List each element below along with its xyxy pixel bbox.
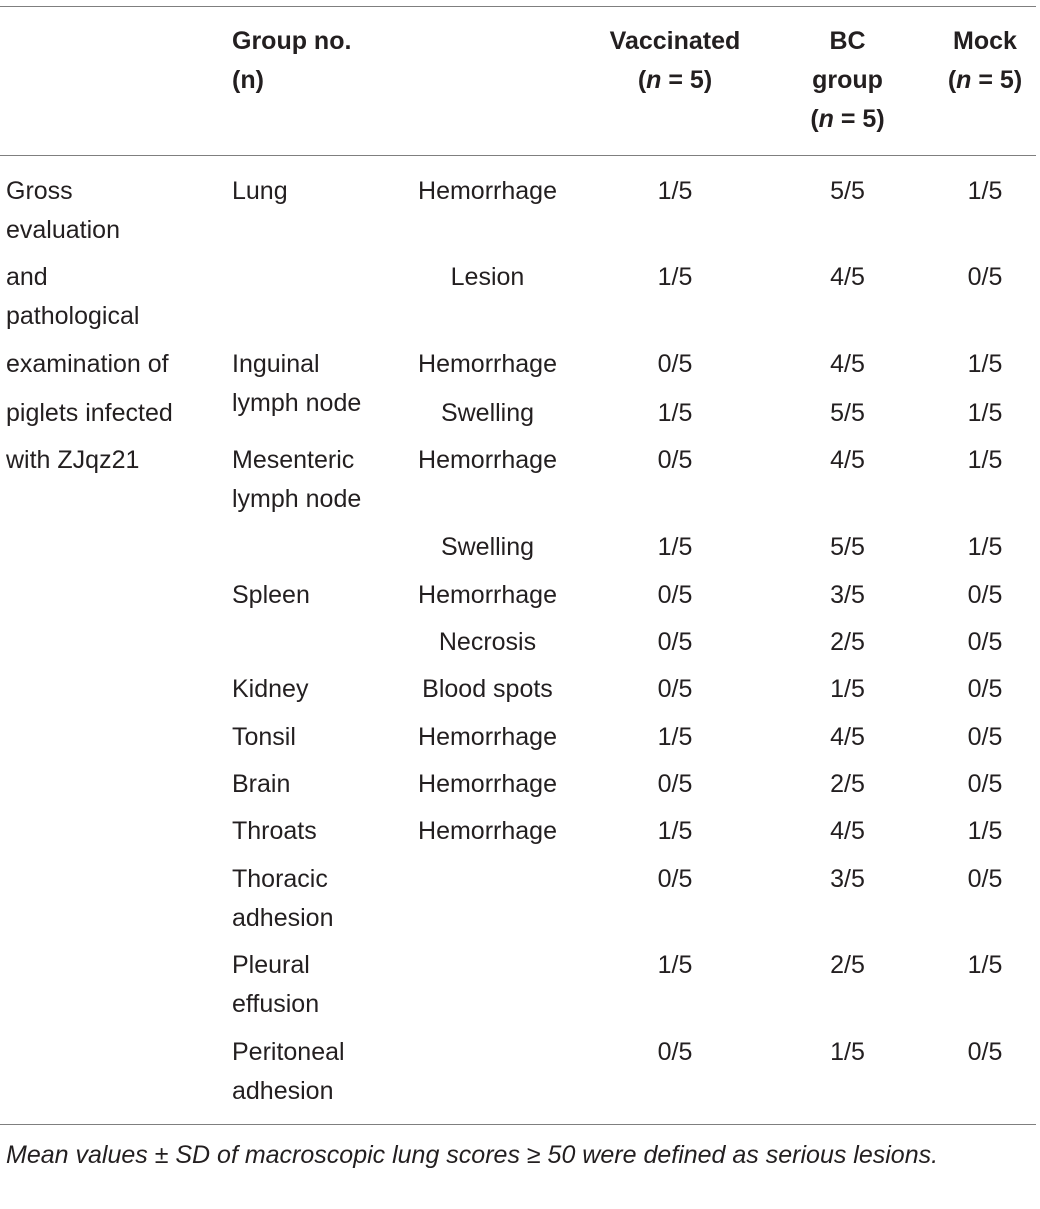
organ-cell: Peritoneal (232, 1038, 345, 1066)
vaccinated-cell: 1/5 (657, 817, 693, 845)
mock-cell: 0/5 (967, 581, 1003, 609)
vaccinated-cell: 0/5 (657, 865, 693, 893)
mock-cell: 0/5 (967, 675, 1003, 703)
mock-cell: 1/5 (967, 446, 1003, 474)
header-mock-n-label: n (956, 66, 972, 94)
organ-cell: Throats (232, 817, 317, 845)
top-rule (0, 6, 1036, 7)
mock-cell: 1/5 (967, 399, 1003, 427)
finding-cell: Swelling (440, 533, 535, 561)
mock-cell: 0/5 (967, 628, 1003, 656)
header-mock-n-value: = 5) (971, 66, 1023, 94)
finding-cell: Lesion (450, 263, 525, 291)
header-bc-line1: BC (829, 27, 866, 55)
vaccinated-cell: 0/5 (657, 581, 693, 609)
vaccinated-cell: 1/5 (657, 951, 693, 979)
organ-cell: Inguinal (232, 350, 320, 378)
finding-cell: Necrosis (438, 628, 537, 656)
vaccinated-cell: 1/5 (657, 399, 693, 427)
table-footnote: Mean values ± SD of macroscopic lung scores ≥ 50 were defined as serious lesions. (6, 1141, 939, 1169)
bc-cell: 1/5 (830, 1038, 865, 1066)
bc-cell: 5/5 (830, 177, 865, 205)
header-mock (935, 22, 1035, 100)
bc-cell: 1/5 (830, 675, 865, 703)
header-group-line1: Group no. (232, 27, 352, 55)
bc-cell: 4/5 (830, 350, 865, 378)
header-vaccinated-line1: Vaccinated (609, 27, 741, 55)
bc-cell: 2/5 (830, 951, 865, 979)
row-header-line: examination of (6, 350, 169, 378)
bc-cell: 3/5 (830, 865, 865, 893)
organ-cell: Thoracic (232, 865, 328, 893)
finding-cell: Hemorrhage (418, 446, 557, 474)
header-mock-line1: Mock (953, 27, 1017, 55)
vaccinated-cell: 0/5 (657, 675, 693, 703)
bc-cell: 4/5 (830, 723, 865, 751)
finding-cell: Hemorrhage (418, 350, 557, 378)
vaccinated-cell: 1/5 (657, 263, 693, 291)
vaccinated-cell: 0/5 (657, 350, 693, 378)
organ-cell: Kidney (232, 675, 309, 703)
organ-cell: Lung (232, 177, 288, 205)
finding-cell: Swelling (440, 399, 535, 427)
organ-cell: adhesion (232, 1077, 334, 1105)
organ-cell: Brain (232, 770, 291, 798)
mock-cell: 0/5 (967, 1038, 1003, 1066)
finding-cell: Hemorrhage (418, 177, 557, 205)
bottom-rule (0, 1124, 1036, 1125)
header-vaccinated (590, 22, 760, 100)
mock-cell: 1/5 (967, 817, 1003, 845)
row-header-line: evaluation (6, 216, 120, 244)
mock-cell: 0/5 (967, 865, 1003, 893)
finding-cell: Hemorrhage (418, 770, 557, 798)
vaccinated-cell: 0/5 (657, 628, 693, 656)
mock-cell: 0/5 (967, 723, 1003, 751)
mock-cell: 1/5 (967, 177, 1003, 205)
header-vaccinated-n: (n = 5) (637, 66, 713, 94)
header-group-line2: (n) (232, 66, 264, 94)
header-bc-n-label: n (818, 105, 834, 133)
mock-cell: 1/5 (967, 951, 1003, 979)
mock-cell: 1/5 (967, 533, 1003, 561)
vaccinated-cell: 0/5 (657, 770, 693, 798)
header-vaccinated-n-label: n (646, 66, 662, 94)
vaccinated-cell: 0/5 (657, 1038, 693, 1066)
mock-cell: 1/5 (967, 350, 1003, 378)
organ-cell: lymph node (232, 389, 362, 417)
bc-cell: 4/5 (830, 263, 865, 291)
finding-cell: Hemorrhage (418, 723, 557, 751)
bc-cell: 3/5 (830, 581, 865, 609)
row-header-line: and (6, 263, 48, 291)
organ-cell: adhesion (232, 904, 334, 932)
organ-cell: effusion (232, 990, 320, 1018)
organ-cell: Mesenteric (232, 446, 355, 474)
row-header-line: pathological (6, 302, 140, 330)
finding-cell: Hemorrhage (418, 817, 557, 845)
bc-cell: 5/5 (830, 399, 865, 427)
header-bc-n: (n = 5) (810, 105, 885, 133)
organ-cell: Pleural (232, 951, 310, 979)
header-rule (0, 155, 1036, 156)
mock-cell: 0/5 (967, 263, 1003, 291)
header-mock-n: (n = 5) (947, 66, 1023, 94)
bc-cell: 4/5 (830, 446, 865, 474)
row-header-line: Gross (6, 177, 73, 205)
header-bc-n-value: = 5) (833, 105, 885, 133)
organ-cell: Spleen (232, 581, 310, 609)
bc-cell: 4/5 (830, 817, 865, 845)
vaccinated-cell: 0/5 (657, 446, 693, 474)
vaccinated-cell: 1/5 (657, 533, 693, 561)
header-bc-line2: group (812, 66, 883, 94)
organ-cell: Tonsil (232, 723, 296, 751)
vaccinated-cell: 1/5 (657, 177, 693, 205)
row-header-line: piglets infected (6, 399, 173, 427)
finding-cell: Hemorrhage (418, 581, 557, 609)
bc-cell: 5/5 (830, 533, 865, 561)
organ-cell: lymph node (232, 485, 362, 513)
bc-cell: 2/5 (830, 770, 865, 798)
row-header-line: with ZJqz21 (6, 446, 140, 474)
vaccinated-cell: 1/5 (657, 723, 693, 751)
bc-cell: 2/5 (830, 628, 865, 656)
finding-cell: Blood spots (422, 675, 553, 703)
header-bc (790, 22, 905, 139)
header-vaccinated-n-value: = 5) (661, 66, 713, 94)
mock-cell: 0/5 (967, 770, 1003, 798)
